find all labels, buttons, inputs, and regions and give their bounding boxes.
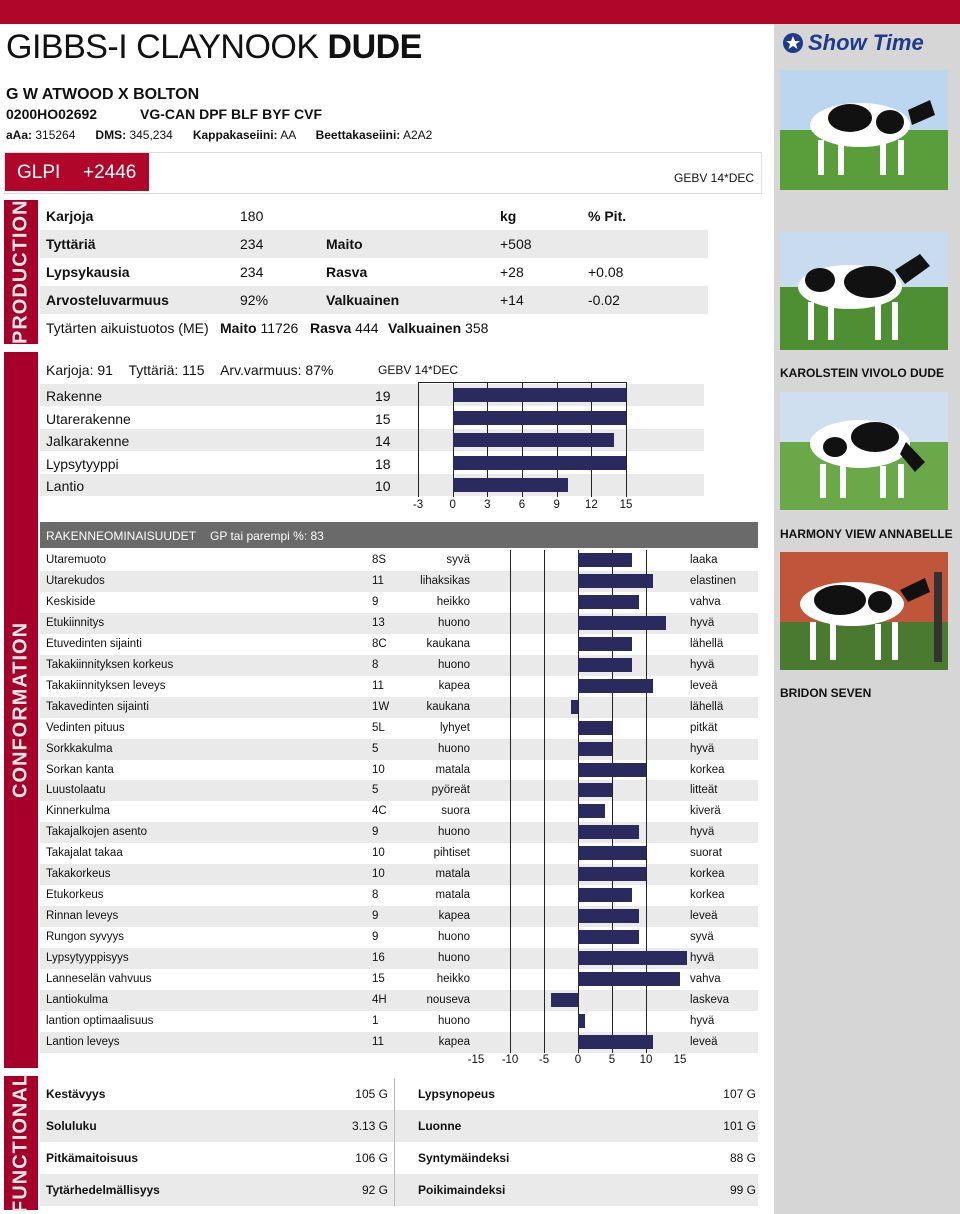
summary-bar (453, 456, 626, 470)
conformation-value: 9 (372, 910, 379, 923)
summary-bar (453, 433, 615, 447)
functional-right-value: 88 G (729, 1151, 756, 1165)
conformation-bar (578, 721, 612, 735)
genetic-ids: aAa: 315264 DMS: 345,234 Kappakaseiini: AA Beettakaseiini: A2A2 (6, 128, 433, 142)
functional-left-value: 106 G (355, 1151, 388, 1165)
conformation-label: Rungon syvyys (46, 931, 124, 944)
top-banner (0, 0, 960, 24)
production-value: 234 (240, 264, 264, 280)
conformation-high: leveä (690, 1035, 718, 1048)
conformation-high: pitkät (690, 721, 718, 734)
summary-label: Lantio (46, 478, 85, 494)
conformation-label: Lanneselän vahvuus (46, 973, 152, 985)
conformation-bar (578, 909, 639, 923)
conformation-high: hyvä (690, 616, 715, 629)
conformation-high: korkea (690, 868, 725, 881)
conformation-bar (578, 867, 646, 881)
conformation-value: 5 (372, 784, 379, 797)
conformation-label: Takakiinnityksen korkeus (46, 658, 174, 671)
cow-photo-1 (780, 70, 948, 190)
conformation-value: 5L (372, 721, 385, 734)
conformation-bar (571, 700, 578, 714)
conformation-label: Luustolaatu (46, 784, 106, 797)
summary-label: Utarerakenne (46, 410, 131, 427)
production-value: 234 (240, 236, 264, 252)
summary-gridline (626, 382, 627, 497)
conformation-row (40, 864, 758, 885)
functional-right-value: 101 G (723, 1119, 756, 1133)
conformation-high: leveä (690, 910, 718, 923)
summary-bar (453, 411, 626, 425)
conformation-value: 10 (372, 763, 385, 776)
cow-photo-2 (780, 232, 948, 350)
functional-row (40, 1142, 758, 1174)
production-kg: +508 (500, 236, 532, 252)
production-label: Tyttäriä (46, 236, 96, 252)
conformation-axis-tick: 0 (574, 1054, 582, 1066)
conformation-row (40, 655, 758, 676)
pedigree: G W ATWOOD X BOLTON (6, 86, 200, 103)
conformation-low: huono (438, 931, 470, 944)
summary-row-shade (40, 474, 704, 496)
functional-left-label: Kestävyys (46, 1087, 106, 1101)
conformation-bar (578, 825, 639, 839)
conformation-value: 11 (372, 574, 384, 587)
conformation-value: 4C (372, 805, 387, 818)
conformation-low: matala (435, 763, 470, 776)
glpi-badge: GLPI +2446 (5, 153, 149, 191)
conformation-high: korkea (690, 889, 725, 902)
registration-number: 0200HO02692 (6, 106, 98, 122)
conformation-row (40, 927, 758, 948)
conformation-axis-tick: -10 (501, 1054, 519, 1066)
conformation-value: 11 (372, 679, 384, 692)
conformation-low: huono (438, 658, 470, 671)
conformation-label: Takajalat takaa (46, 847, 123, 860)
conformation-bar (578, 616, 666, 630)
conformation-high: laaka (690, 554, 718, 566)
summary-stats: Karjoja: 91 Tyttäriä: 115 Arv.varmuus: 87% (46, 362, 334, 378)
conformation-label: Etuvedinten sijainti (46, 637, 142, 650)
conformation-bar (578, 679, 653, 693)
conformation-row (40, 550, 758, 571)
summary-axis-tick: 15 (619, 499, 633, 511)
conformation-axis-tick: 15 (673, 1054, 687, 1066)
conformation-value: 9 (372, 826, 379, 839)
production-kg: kg (500, 208, 517, 224)
production-row (40, 286, 708, 314)
conformation-label: Utaremuoto (46, 554, 107, 566)
functional-left-label: Soluluku (46, 1119, 97, 1133)
conformation-axis-tick: 5 (608, 1054, 616, 1066)
functional-row (40, 1078, 758, 1110)
star-icon (782, 32, 804, 54)
conformation-high: vahva (690, 595, 721, 608)
conformation-label: Kinnerkulma (46, 805, 110, 818)
conformation-bar (578, 553, 632, 567)
conformation-low: suora (441, 805, 470, 818)
conformation-row (40, 801, 758, 822)
conformation-label: Etukiinnitys (46, 616, 105, 629)
conformation-gridline (510, 550, 511, 1053)
conformation-row (40, 885, 758, 906)
conformation-label: Utarekudos (46, 574, 105, 587)
conformation-low: heikko (436, 595, 470, 608)
conformation-label: Keskiside (46, 595, 96, 608)
conformation-gridline (544, 550, 545, 1053)
functional-right-value: 99 G (729, 1183, 756, 1197)
production-label: Arvosteluvarmuus (46, 292, 169, 308)
conformation-low: huono (438, 742, 470, 755)
conformation-low: nouseva (426, 993, 470, 1006)
summary-axis-tick: 9 (553, 499, 560, 511)
conformation-low: pihtiset (433, 847, 470, 860)
conformation-low: huono (438, 616, 470, 629)
conformation-high: elastinen (690, 574, 737, 587)
conformation-axis-tick: -15 (467, 1054, 485, 1066)
summary-value: 10 (375, 478, 391, 494)
summary-value: 14 (375, 433, 391, 449)
conformation-low: huono (438, 1014, 470, 1027)
conformation-high: korkea (690, 763, 725, 776)
conformation-low: kaukana (426, 700, 470, 713)
conformation-label: Vedinten pituus (46, 721, 125, 734)
functional-left-label: Pitkämaitoisuus (46, 1151, 139, 1165)
production-row (40, 202, 708, 230)
functional-divider (394, 1110, 395, 1142)
production-pct: -0.02 (588, 292, 620, 308)
conformation-row (40, 990, 758, 1011)
conformation-low: syvä (446, 554, 470, 566)
conformation-label: Lypsytyyppisyys (46, 952, 129, 965)
conformation-low: kaukana (426, 637, 470, 650)
conformation-bar (578, 951, 687, 965)
cow-photo-3 (780, 392, 948, 510)
conformation-bar (578, 846, 646, 860)
summary-axis-tick: 6 (518, 499, 526, 511)
production-kg: +28 (500, 264, 524, 280)
conformation-label: lantion optimaalisuus (46, 1014, 154, 1027)
conformation-low: kapea (438, 679, 470, 692)
photo-caption-4: BRIDON SEVEN (780, 686, 872, 700)
functional-right-label: Poikimaindeksi (418, 1183, 506, 1197)
functional-left-label: Tytärhedelmällisyys (46, 1183, 160, 1197)
summary-value: 19 (375, 388, 391, 404)
conformation-high: vahva (690, 973, 721, 985)
conformation-axis-tick: 10 (639, 1054, 653, 1066)
conformation-low: lyhyet (439, 721, 470, 734)
production-value: 92% (240, 292, 269, 308)
conformation-label: Etukorkeus (46, 889, 104, 902)
conformation-bar (578, 930, 639, 944)
functional-row (40, 1174, 758, 1206)
conformation-low: kapea (438, 910, 470, 923)
functional-tab: FUNCTIONAL (4, 1076, 38, 1210)
conformation-row (40, 843, 758, 864)
conformation-label: Takakorkeus (46, 868, 111, 881)
conformation-bar (578, 742, 612, 756)
conformation-value: 4H (372, 993, 387, 1006)
summary-label: Jalkarakenne (46, 433, 130, 449)
conformation-bar (578, 574, 653, 588)
conformation-value: 9 (372, 931, 379, 944)
conformation-high: hyvä (690, 658, 715, 671)
conformation-label: Lantion leveys (46, 1035, 120, 1048)
functional-right-label: Lypsynopeus (418, 1087, 495, 1101)
conformation-bar (578, 763, 646, 777)
conformation-bar (578, 972, 680, 986)
conformation-tab: CONFORMATION (4, 352, 38, 1068)
conformation-value: 1 (372, 1014, 379, 1027)
conformation-value: 5 (372, 742, 379, 755)
glpi-gebv: GEBV 14*DEC (674, 171, 755, 185)
production-pct: +0.08 (588, 264, 624, 280)
conformation-value: 9 (372, 595, 379, 608)
conformation-bar (578, 637, 632, 651)
conformation-value: 8C (372, 637, 387, 650)
conformation-bar (551, 993, 578, 1007)
conformation-high: hyvä (690, 826, 715, 839)
conformation-low: huono (438, 826, 470, 839)
conformation-bar (578, 783, 612, 797)
summary-bar (453, 478, 569, 492)
production-label: Lypsykausia (46, 264, 130, 280)
functional-right-label: Syntymäindeksi (418, 1151, 510, 1165)
conformation-row (40, 780, 758, 801)
conformation-value: 15 (372, 973, 385, 985)
conformation-axis-tick: -5 (538, 1054, 550, 1066)
functional-left-value: 105 G (355, 1087, 388, 1101)
conformation-high: hyvä (690, 952, 715, 965)
production-trait: Maito (326, 236, 363, 252)
conformation-row (40, 718, 758, 739)
conformation-value: 10 (372, 868, 385, 881)
conformation-low: huono (438, 952, 470, 965)
classification: VG-CAN DPF BLF BYF CVF (140, 106, 322, 122)
production-value: 180 (240, 208, 264, 224)
conformation-value: 1W (372, 700, 390, 713)
conformation-bar (578, 888, 632, 902)
functional-right-value: 107 G (723, 1087, 756, 1101)
conformation-low: matala (435, 868, 470, 881)
conformation-low: matala (435, 889, 470, 902)
conformation-value: 8S (372, 554, 387, 566)
conformation-high: litteät (690, 784, 718, 797)
summary-value: 15 (375, 410, 391, 427)
conformation-bar (578, 1014, 585, 1028)
conformation-label: Takavedinten sijainti (46, 700, 149, 713)
summary-label: Rakenne (46, 388, 103, 404)
conformation-label: Sorkkakulma (46, 742, 113, 755)
me-row: Tytärten aikuistuotos (ME) Maito 11726 Rasva 444 Valkuainen 358 (46, 320, 489, 336)
conformation-low: pyöreät (431, 784, 470, 797)
conformation-high: hyvä (690, 742, 715, 755)
conformation-header: RAKENNEOMINAISUUDET GP tai parempi %: 83 (40, 522, 758, 548)
production-row (40, 258, 708, 286)
photo-caption-3: HARMONY VIEW ANNABELLE (780, 527, 953, 541)
conformation-row (40, 1011, 758, 1032)
summary-axis-tick: -3 (412, 499, 424, 511)
functional-divider (394, 1078, 395, 1110)
conformation-high: laskeva (690, 993, 729, 1006)
conformation-bar (578, 595, 639, 609)
functional-right-label: Luonne (418, 1119, 462, 1133)
conformation-row (40, 592, 758, 613)
conformation-low: lihaksikas (420, 574, 470, 587)
conformation-bar (578, 658, 632, 672)
photo-caption-2: KAROLSTEIN VIVOLO DUDE (780, 366, 945, 380)
production-tab: PRODUCTION (4, 200, 38, 344)
summary-axis-tick: 12 (584, 499, 598, 511)
conformation-high: lähellä (690, 637, 724, 650)
conformation-value: 8 (372, 889, 379, 902)
production-trait: Rasva (326, 264, 368, 280)
conformation-row (40, 634, 758, 655)
production-row (40, 230, 708, 258)
conformation-label: Rinnan leveys (46, 910, 119, 923)
conformation-value: 10 (372, 847, 385, 860)
conformation-high: suorat (690, 847, 722, 860)
summary-axis-tick: 3 (484, 499, 491, 511)
conformation-label: Sorkan kanta (46, 763, 114, 776)
conformation-value: 11 (372, 1035, 384, 1048)
conformation-high: leveä (690, 679, 718, 692)
summary-gridline (418, 382, 419, 497)
conformation-row (40, 697, 758, 718)
production-pct: % Pit. (588, 208, 627, 224)
production-label: Karjoja (46, 208, 94, 224)
conformation-label: Takajalkojen asento (46, 826, 148, 839)
conformation-value: 13 (372, 616, 385, 629)
summary-bar (453, 388, 626, 402)
summary-gebv: GEBV 14*DEC (378, 363, 459, 377)
conformation-label: Lantiokulma (46, 993, 109, 1006)
page-title: GIBBS-I CLAYNOOK DUDE (6, 28, 422, 66)
conformation-row (40, 739, 758, 760)
summary-topline (418, 382, 626, 383)
conformation-low: heikko (436, 973, 470, 985)
conformation-row (40, 822, 758, 843)
conformation-value: 16 (372, 952, 385, 965)
conformation-high: kiverä (690, 805, 721, 818)
conformation-bar (578, 1035, 653, 1049)
production-trait: Valkuainen (326, 292, 400, 308)
conformation-high: syvä (690, 931, 714, 944)
functional-divider (394, 1174, 395, 1206)
conformation-row (40, 760, 758, 781)
conformation-label: Takakiinnityksen leveys (46, 679, 166, 692)
summary-value: 18 (375, 455, 391, 472)
showtime-logo: Show Time (782, 30, 952, 56)
cow-photo-4 (780, 552, 948, 670)
conformation-high: lähellä (690, 700, 724, 713)
functional-left-value: 92 G (361, 1183, 388, 1197)
conformation-bar (578, 804, 605, 818)
conformation-low: kapea (438, 1035, 470, 1048)
summary-axis-tick: 0 (449, 499, 456, 511)
conformation-value: 8 (372, 658, 379, 671)
functional-row (40, 1110, 758, 1142)
conformation-high: hyvä (690, 1014, 715, 1027)
production-kg: +14 (500, 292, 524, 308)
functional-divider (394, 1142, 395, 1174)
summary-label: Lypsytyyppi (46, 455, 119, 472)
conformation-row (40, 906, 758, 927)
functional-left-value: 3.13 G (351, 1119, 388, 1133)
